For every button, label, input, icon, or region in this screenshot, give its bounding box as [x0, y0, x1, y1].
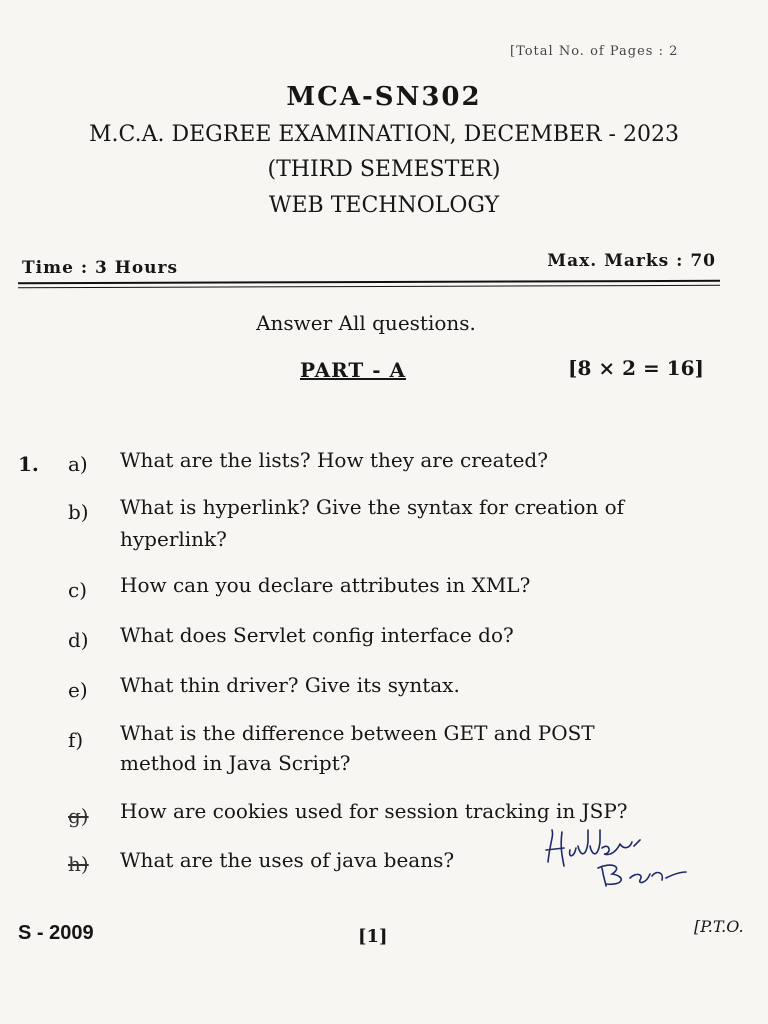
- instructions: Answer All questions.: [256, 311, 476, 335]
- exam-title: M.C.A. DEGREE EXAMINATION, DECEMBER - 2023: [89, 122, 679, 147]
- total-pages-note: [Total No. of Pages : 2: [510, 44, 679, 59]
- question-letter: d): [68, 628, 89, 652]
- question-text-continued: method in Java Script?: [120, 751, 351, 775]
- question-letter: g): [68, 804, 89, 828]
- question-text: How can you declare attributes in XML?: [120, 573, 531, 597]
- question-text: How are cookies used for session tracking in JSP?: [120, 799, 628, 823]
- marks-scheme: [8 × 2 = 16]: [568, 356, 704, 380]
- paper-code: MCA-SN302: [286, 82, 482, 112]
- subject: WEB TECHNOLOGY: [268, 193, 500, 218]
- question-text: What is the difference between GET and POST: [120, 721, 595, 745]
- question-text-continued: hyperlink?: [120, 527, 227, 551]
- question-letter: f): [68, 728, 84, 752]
- part-title: PART - A: [300, 358, 406, 382]
- question-text: What is hyperlink? Give the syntax for creation of: [120, 495, 625, 519]
- question-text: What are the lists? How they are created?: [120, 448, 548, 472]
- semester: (THIRD SEMESTER): [267, 157, 501, 182]
- handwritten-note-drawing: [540, 822, 740, 892]
- footer-code: S - 2009: [18, 922, 94, 944]
- please-turn-over: [P.T.O.: [694, 917, 744, 936]
- max-marks: Max. Marks : 70: [547, 251, 716, 271]
- time-allowed: Time : 3 Hours: [22, 258, 179, 278]
- header-rule-thin: [18, 285, 720, 288]
- question-text: What thin driver? Give its syntax.: [120, 673, 460, 697]
- question-number: 1.: [18, 452, 39, 476]
- header-rule-thick: [18, 280, 720, 284]
- question-letter: b): [68, 500, 89, 524]
- question-letter: a): [68, 452, 88, 476]
- page-number: [1]: [358, 926, 388, 947]
- question-letter: e): [68, 678, 88, 702]
- question-text: What are the uses of java beans?: [120, 848, 455, 872]
- question-letter: c): [68, 578, 88, 602]
- question-letter: h): [68, 852, 89, 876]
- question-text: What does Servlet config interface do?: [120, 623, 514, 647]
